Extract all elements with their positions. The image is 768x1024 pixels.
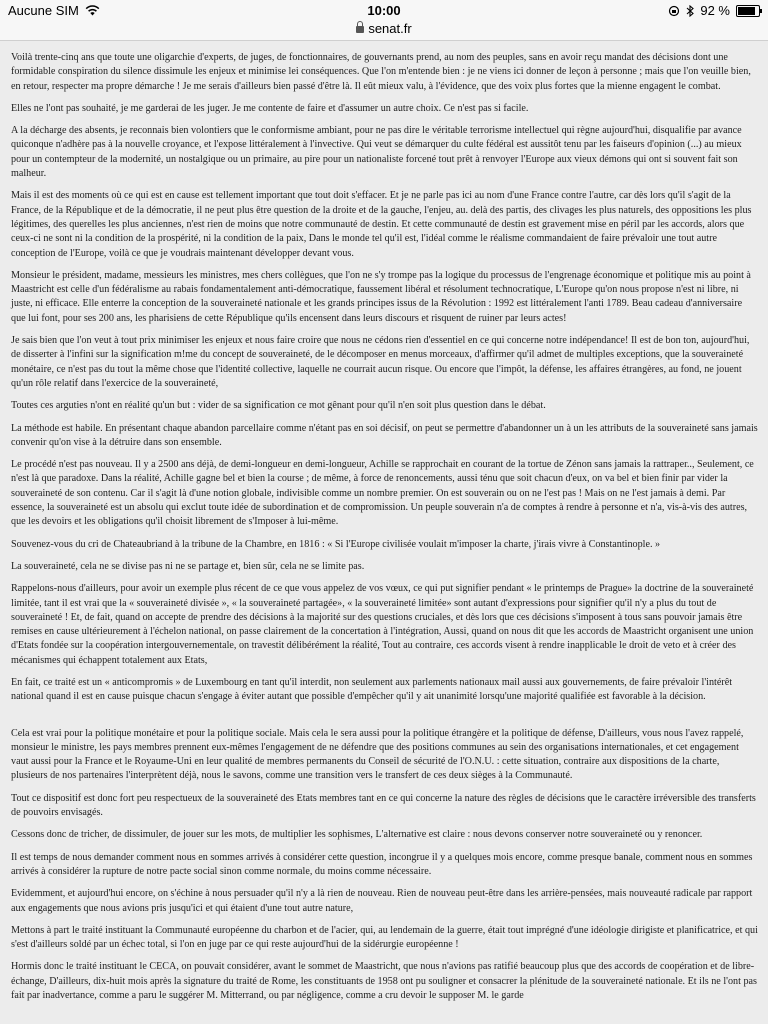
battery-icon (736, 5, 760, 17)
article-paragraph: Toutes ces arguties n'ont en réalité qu'un but : vider de sa signification ce mot gênant pour qu'il n'en soit plus question dans le débat. (11, 400, 546, 412)
article-paragraph: Mettons à part le traité instituant la Communauté européenne du charbon et de l'acier, qui, au lendemain de la guerre, était tout imprégné d'une idéologie dirigiste et planificatrice, et qui s'est d'ailleurs soldé par un échec total, si l'on en juge par ce qui reste aujourd'hui de la sidérurgie européenne ! (11, 924, 758, 951)
article-paragraph: Il est temps de nous demander comment nous en sommes arrivés à considérer cette question, incongrue il y a quelques mois encore, comme presque banale, comment nous en sommes arrivés à considérer la rupture de notre pacte social sinon comme normale, du moins comme nécessaire. (11, 851, 753, 877)
orientation-lock-icon (668, 5, 680, 17)
article-content (0, 41, 768, 1024)
article-paragraph: Mais il est des moments où ce qui est en cause est tellement important que tout doit s'effacer. Et je ne parle pas ici au nom d'une France contre l'autre, car dès lors qu'il s'agit de la France, de la République et de la démocratie, il ne peut plus être question de la droite et de la gauche, l'enjeu, au. delà des partis, des clivages les plus naturels, des oppositions les plus légitimes, des querelles les plus anciennes, n'est rien de moins que notre communauté de destin. Et cette communauté de destin est gravement mise en péril par les accords, alors que ceux-ci ne sont ni la condition de la prospérité, ni la condition de la paix, Dans le monde tel qu'il est, l'idéal comme le réalisme commandaient de faire prévaloir une tout autre conception de l'Europe, voilà ce que je voudrais maintenant développer devant vous. (11, 190, 752, 259)
article-paragraph: Hormis donc le traité instituant le CECA, on pouvait considérer, avant le sommet de Maastricht, que nous n'avions pas ratifié beaucoup plus que des accords de coopération et de libre-échange, D'ailleurs, dix-huit mois après la signature du traité de Rome, les constituants de 1958 ont pu souligner et consacrer la plénitude de la souveraineté nationale. Et ils ne l'ont pas fait par inadvertance, comme a paru le suggérer M. Mitterrand, ou par négligence, comme a cru devoir le supposer M. le garde (11, 961, 757, 1002)
article-paragraph: Monsieur le président, madame, messieurs les ministres, mes chers collègues, que l'on ne s'y trompe pas la logique du processus de l'engrenage économique et politique mis au point à Maastricht est celle d'un fédéralisme au rabais fondamentalement anti-démocratique, faussement libéral et résolument technocratique, L'Europe qu'on nous propose n'est ni libre, ni juste, ni efficace. Elle enterre la conception de la souveraineté nationale et les grands principes issus de la Révolution : 1992 est littéralement l'anti 1789. Beau cadeau d'anniversaire que lui font, pour ses 200 ans, les pharisiens de cette République qu'ils encensent dans leurs discours et risquent de ruiner par leurs actes! (11, 269, 751, 324)
status-right (668, 3, 760, 18)
article-paragraph: Elles ne l'ont pas souhaité, je me garderai de les juger. Je me contente de faire et d'assumer un autre choix. Ce n'est pas si facile. (11, 102, 529, 114)
article-paragraph: Voilà trente-cinq ans que toute une oligarchie d'experts, de juges, de fonctionnaires, de gouvernants prend, au nom des peuples, sans en avoir reçu mandat des décisions dont une formidable conspiration du silence dissimule les enjeux et minimise lei conséquences. Que l'on m'entende bien : je ne viens ici donner de leçon à personne ; mais que l'on veuille bien, en retour, respecter ma propre démarche ! Je me serais d'ailleurs bien passé d'être là. Il eût mieux valu, à l'évidence, que des voix plus fortes que la mienne engagent le combat. (11, 52, 751, 92)
address-bar[interactable] (0, 20, 768, 41)
url-text: senat.fr (368, 21, 412, 36)
battery-fill (738, 7, 755, 15)
carrier-label: Aucune SIM (8, 3, 79, 18)
article-paragraph: A la décharge des absents, je reconnais bien volontiers que le conformisme ambiant, pour ne pas dire le véritable terrorisme intellectuel qui règne aujourd'hui, disqualifie par avance quiconque n'adhère pas à la nouvelle croyance, et l'expose littéralement à l'invective. Qui veut se démarquer du culte fédéral est aussitôt tenu par les faiseurs d'opinion (...) au mieux pour un contempteur de la modernité, un nostalgique ou un primaire, au pire pour un nationaliste forcené tout prêt à renvoyer l'Europe aux vieux démons qui ont si souvent fait son malheur. (11, 125, 742, 180)
article-paragraph: La méthode est habile. En présentant chaque abandon parcellaire comme n'étant pas en soi décisif, on peut se permettre d'abandonner un à un les attributs de la souveraineté sans jamais convenir qu'on vise à la détruire dans son ensemble. (11, 422, 758, 448)
article-paragraph: Cela est vrai pour la politique monétaire et pour la politique sociale. Mais cela le sera aussi pour la politique étrangère et la politique de défense, D'ailleurs, vous nous l'avez rappelé, monsieur le ministre, les pays membres prennent eux-mêmes l'engagement de ne défendre que des positions communes au sein des organisations internationales, et cet engagement vaut aussi pour la France et le Royaume-Uni en leur qualité de membres permanents du Conseil de sécurité de l'O.N.U. : cette situation, contraire aux dispositions de la charte, plusieurs de nos partenaires l'interprètent déjà, nous le savons, comme une transition vers le transfert de ces deux sièges à la Communauté. (11, 727, 744, 782)
clock: 10:00 (367, 3, 401, 18)
article-paragraph: Le procédé n'est pas nouveau. Il y a 2500 ans déjà, de demi-longueur en demi-longueur, Achille se rapprochait en courant de la tortue de Zénon sans jamais la rattraper.., Seulement, ce n'est là que paradoxe. Dans la réalité, Achille gagne bel et bien la course ; de même, à force de renoncements, aussi ténu que soit chacun d'eux, on va bel et bien finir par vider la souveraineté de son contenu. Car il s'agit là d'une notion globale, indivisible comme un nombre premier. On est souverain ou on ne l'est pas ! Mais on ne l'est jamais à demi. Par essence, la souveraineté est un absolu qui exclut toute idée de subordination et de compromission. Un peuple souverain n'a de comptes à rendre à personne et n'a, vis-à-vis des autres, que les devoirs et les obligations qu'il choisit librement de s'Imposer à lui-même. (11, 459, 754, 528)
article-paragraph: La souveraineté, cela ne se divise pas ni ne se partage et, bien sûr, cela ne se limite pas. (11, 560, 365, 572)
article-paragraph: Tout ce dispositif est donc fort peu respectueux de la souveraineté des Etats membres tant en ce qui concerne la nature des règles de décisions que le caractère irréversible des transferts de pouvoirs envisagés. (11, 792, 756, 819)
article-paragraph: Souvenez-vous du cri de Chateaubriand à la tribune de la Chambre, en 1816 : « Si l'Europe civilisée voulait m'imposer la charte, j'irais vivre à Constantinople. » (11, 538, 661, 550)
bluetooth-icon (686, 5, 694, 17)
article-paragraph: Rappelons-nous d'ailleurs, pour avoir un exemple plus récent de ce que vous appelez de vos vœux, ce qui put signifier pendant « le printemps de Prague» la doctrine de la souveraineté limitée, tant il est vrai que la « souveraineté divisée », « la souveraineté partagée», « la souveraineté limitée» sont autant d'expressions pour signifier qu'il n'y a plus du tout de souveraineté ! Et, de fait, quand on accepte de prendre des décisions à la majorité sur des questions cruciales, et dès lors que ces décisions s'imposent à tous sans pouvoir jamais être remises en cause ultérieurement à l'échelon national, on passe clairement de la concertation à l'intégration, Aussi, quand on nous dit que les accords de Maastricht organisent une union d'Etats fondée sur la coopération intergouvernementale, on travestit délibérément la réalité, Tout au contraire, ces accords visent à rendre inapplicable le droit de veto et à créer des mécanismes qui échappent totalement aux Etats, (11, 583, 754, 666)
article-paragraph: Evidemment, et aujourd'hui encore, on s'échine à nous persuader qu'il n'y a là rien de nouveau. Rien de nouveau peut-être dans les arrière-pensées, mais nouveauté radicale par rapport aux engagements que nous avions pris jusqu'ici et qui étaient d'une tout autre nature, (11, 888, 753, 914)
battery-percent: 92 % (700, 3, 730, 18)
lock-icon (356, 26, 364, 33)
status-bar (0, 0, 768, 20)
article-paragraph: Cessons donc de tricher, de dissimuler, de jouer sur les mots, de multiplier les sophismes, L'alternative est claire : nous devons conserver notre souveraineté ou y renoncer. (11, 829, 703, 841)
article-paragraph: En fait, ce traité est un « anticompromis » de Luxembourg en tant qu'il interdit, non seulement aux parlements nationaux mail aussi aux gouvernements, de faire prévaloir l'intérêt national quand il est en cause puisque chacun s'engage à éviter autant que possible d'empêcher qu'il y ait unanimité lorsqu'une majorité qualifiée est favorable à la décision. (11, 676, 733, 703)
article-paragraph: Je sais bien que l'on veut à tout prix minimiser les enjeux et nous faire croire que nous ne cédons rien d'essentiel en ce qui concerne notre indépendance! Il est de bon ton, aujourd'hui, de disserter à l'infini sur la signification m!me du concept de souveraineté, de le décomposer en menus morceaux, d'affirmer qu'il admet de multiples exceptions, que la souveraineté monétaire, ce n'est pas du tout la même chose que l'identité collective, laquelle ne courrait aucun risque. Ou encore que l'impôt, la défense, les affaires étrangères, au fond, ne jouent qu'un rôle relatif dans l'exercice de la souveraineté, (11, 335, 750, 389)
